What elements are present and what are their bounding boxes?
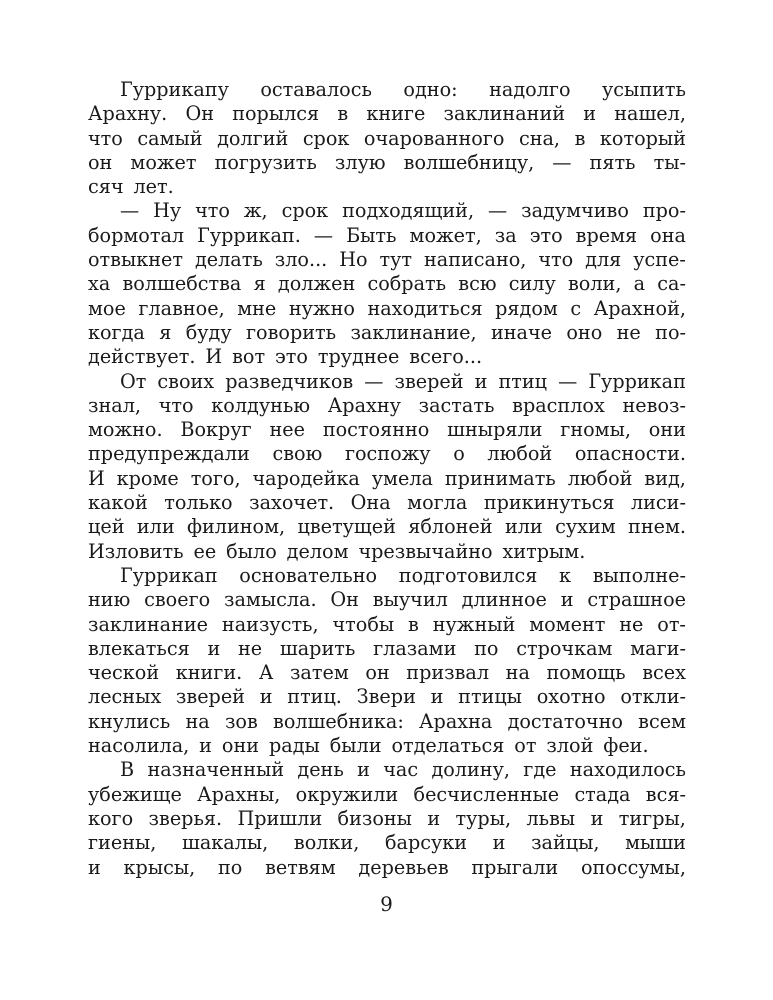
text-line: Арахну. Он порылся в книге заклинаний и нашел, bbox=[88, 102, 686, 126]
text-line: цей или филином, цветущей яблоней или сухим пнем. bbox=[88, 515, 686, 539]
text-line: влекаться и не шарить глазами по строчкам маги- bbox=[88, 636, 686, 660]
page-number: 9 bbox=[380, 892, 393, 916]
text-line: нию своего замысла. Он выучил длинное и страшное bbox=[88, 588, 686, 612]
text-line: В назначенный день и час долину, где находилось bbox=[120, 758, 686, 782]
text-line: отвыкнет делать зло... Но тут написано, что для успе- bbox=[88, 248, 686, 272]
text-line: какой только захочет. Она могла прикинуться лиси- bbox=[88, 491, 686, 515]
text-line: предупреждали свою госпожу о любой опасности. bbox=[88, 442, 686, 466]
text-line: гиены, шакалы, волки, барсуки и зайцы, мыши bbox=[88, 831, 686, 855]
text-line: он может погрузить злую волшебницу, — пять ты- bbox=[88, 150, 686, 174]
text-line: От своих разведчиков — зверей и птиц — Гуррикап bbox=[120, 369, 686, 393]
page-text bbox=[88, 78, 686, 880]
text-line: насолила, и они рады были отделаться от злой феи. bbox=[88, 734, 649, 758]
text-line: Изловить ее было делом чрезвычайно хитрым. bbox=[88, 539, 586, 563]
text-line: заклинание наизусть, чтобы в нужный момент не от- bbox=[88, 612, 686, 636]
text-line: кнулись на зов волшебника: Арахна достаточно всем bbox=[88, 709, 686, 733]
text-line: можно. Вокруг нее постоянно шныряли гномы, они bbox=[88, 418, 686, 442]
paragraph bbox=[88, 564, 686, 758]
text-line: когда я буду говорить заклинание, иначе оно не по- bbox=[88, 320, 686, 344]
text-line: лесных зверей и птиц. Звери и птицы охотно откли- bbox=[88, 685, 686, 709]
text-line: и крысы, по ветвям деревьев прыгали опоссумы, bbox=[88, 855, 686, 879]
text-line: Гуррикапу оставалось одно: надолго усыпить bbox=[120, 78, 686, 101]
text-line: убежище Арахны, окружили бесчисленные стада вся- bbox=[88, 782, 686, 806]
text-line: ческой книги. А затем он призвал на помощь всех bbox=[88, 661, 686, 685]
text-line: И кроме того, чародейка умела принимать любой вид, bbox=[88, 466, 686, 490]
text-line: что самый долгий срок очарованного сна, в который bbox=[88, 126, 686, 150]
text-line: ха волшебства я должен собрать всю силу воли, а са- bbox=[88, 272, 686, 296]
paragraph bbox=[88, 199, 686, 369]
paragraph bbox=[88, 78, 686, 199]
text-line: мое главное, мне нужно находиться рядом с Арахной, bbox=[88, 296, 686, 320]
text-line: Гуррикап основательно подготовился к выполне- bbox=[120, 563, 686, 587]
paragraph bbox=[88, 758, 686, 879]
text-line: кого зверья. Пришли бизоны и туры, львы и тигры, bbox=[88, 806, 686, 830]
text-line: — Ну что ж, срок подходящий, — задумчиво про- bbox=[120, 199, 686, 223]
text-line: знал, что колдунью Арахну застать врасплох невоз- bbox=[88, 393, 686, 417]
text-line: сяч лет. bbox=[88, 175, 174, 199]
paragraph bbox=[88, 370, 686, 564]
text-line: бормотал Гуррикап. — Быть может, за это время она bbox=[88, 223, 686, 247]
text-line: действует. И вот это труднее всего... bbox=[88, 345, 483, 369]
